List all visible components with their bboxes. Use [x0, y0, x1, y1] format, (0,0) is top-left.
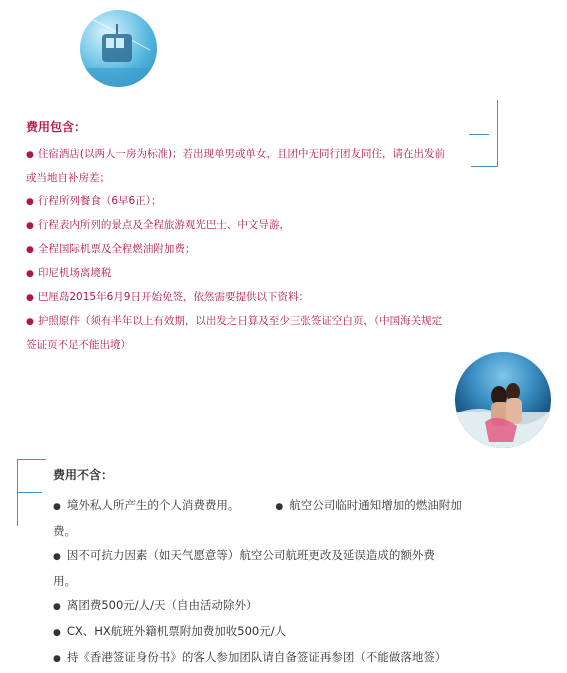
- list-item-text: 持《香港签证身份书》的客人参加团队请自备签证再参团（不能做落地签）: [66, 650, 447, 664]
- list-item-text: 行程表内所列的景点及全程旅游观光巴士、中文导游，: [37, 219, 290, 231]
- list-item-text: 巴厘岛2015年6月9日开始免签，依然需要提供以下资料：: [37, 291, 309, 303]
- decorative-bracket: [471, 100, 498, 167]
- fees-excluded-section: [53, 466, 513, 671]
- list-item-text: 费。: [53, 524, 76, 538]
- decorative-bracket: [17, 459, 46, 526]
- bullet-icon: ●: [53, 502, 61, 512]
- list-item: [53, 593, 513, 619]
- fees-excluded-list: [53, 493, 513, 671]
- list-item: [26, 238, 466, 262]
- bullet-icon: ●: [26, 197, 34, 207]
- list-item-text: CX、HX航班外籍机票附加费加收500元/人: [66, 624, 287, 638]
- bullet-icon: ●: [26, 221, 34, 231]
- list-item-text: 境外私人所产生的个人消费费用。: [66, 498, 240, 512]
- list-item: [26, 190, 466, 214]
- list-item-text: 印尼机场离境税: [37, 267, 112, 279]
- bullet-icon: ●: [26, 317, 34, 327]
- bullet-icon: ●: [275, 502, 284, 512]
- list-item: [53, 619, 513, 645]
- fees-included-section: [26, 118, 466, 357]
- list-item-text: 航空公司临时通知增加的燃油附加: [289, 498, 462, 512]
- list-item-text: 住宿酒店(以两人一房为标准)；若出现单男或单女，且团中无同行团友同住，请在出发前: [37, 148, 446, 160]
- list-item: [53, 543, 513, 593]
- fees-included-list: [26, 143, 466, 357]
- list-item-text: 签证页不足不能出境）: [26, 339, 131, 351]
- bullet-icon: ●: [26, 245, 34, 255]
- list-item-text: 全程国际机票及全程燃油附加费；: [37, 243, 196, 255]
- list-item: [26, 262, 466, 286]
- list-item: [26, 286, 466, 310]
- list-item: [26, 310, 466, 357]
- list-item: [53, 645, 513, 671]
- list-item: [26, 214, 466, 238]
- bullet-icon: ●: [26, 293, 34, 303]
- bullet-icon: ●: [26, 269, 34, 279]
- couple-beach-photo: [455, 352, 551, 448]
- bullet-icon: ●: [53, 628, 61, 638]
- cable-car-photo: [80, 10, 157, 87]
- list-item-text: 离团费500元/人/天（自由活动除外）: [66, 598, 258, 612]
- list-item-text: 用。: [53, 574, 76, 588]
- fees-excluded-heading: 费用不含：: [53, 468, 114, 482]
- fees-included-heading: 费用包含：: [26, 120, 87, 134]
- list-item-text: 因不可抗力因素（如天气愿意等）航空公司航班更改及延误造成的额外费: [66, 548, 435, 562]
- list-item: [53, 493, 513, 543]
- bullet-icon: ●: [53, 552, 61, 562]
- bullet-icon: ●: [53, 654, 61, 664]
- bullet-icon: ●: [26, 150, 34, 160]
- list-item: [26, 143, 466, 190]
- bullet-icon: ●: [53, 602, 61, 612]
- list-item-text: 护照原件（须有半年以上有效期，以出发之日算及至少三张签证空白页，（中国海关规定: [37, 315, 443, 327]
- list-item-text: 或当地自补房差；: [26, 172, 110, 184]
- list-item-text: 行程所列餐食（6早6正）；: [37, 195, 162, 207]
